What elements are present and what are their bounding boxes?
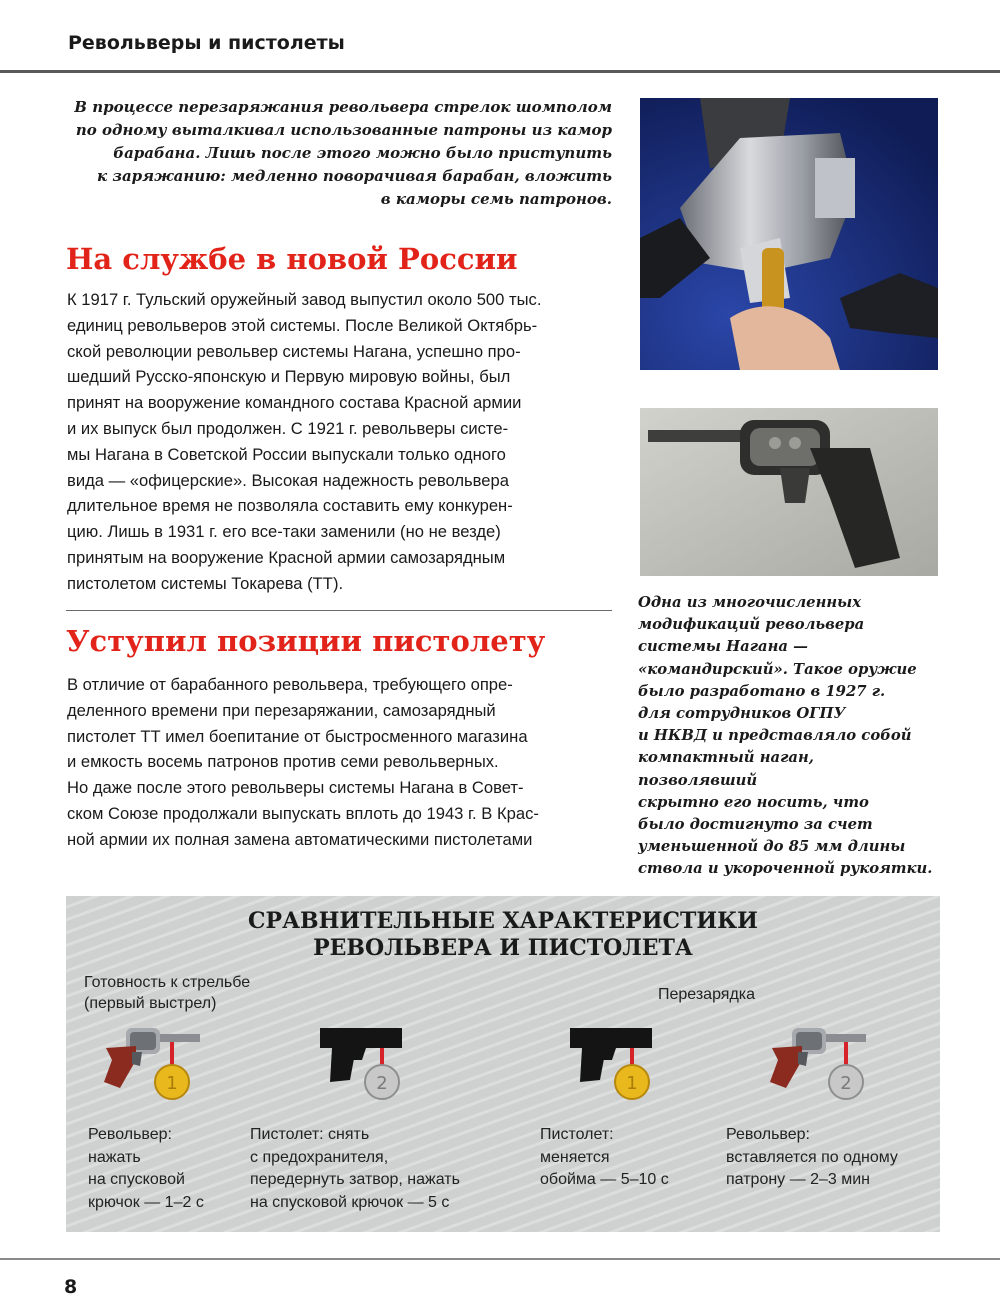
section-pistol-body (67, 672, 612, 853)
header-divider (0, 70, 1000, 73)
caption-line: уменьшенной до 85 мм длины (638, 838, 906, 856)
readiness-label-line: (первый выстрел) (84, 995, 217, 1012)
comparison-panel (66, 896, 940, 1232)
revolver-weapon-1 (96, 1020, 206, 1114)
section-heading-pistol: Уступил позиции пистолету (66, 624, 546, 658)
revolver-icon (762, 1020, 872, 1110)
item-line: меняется (540, 1148, 610, 1166)
intro-caption (72, 96, 612, 211)
item-line: передернуть затвор, нажать (250, 1171, 460, 1188)
readiness-label (84, 972, 250, 1014)
comparison-item-pistol-reload (540, 1124, 669, 1192)
caption-line: компактный наган, позволявший (638, 749, 814, 789)
reload-label: Перезарядка (658, 986, 756, 1003)
item-line: на спусковой (88, 1171, 185, 1188)
revolver-icon (96, 1020, 206, 1110)
item-line: крючок — 1–2 с (88, 1193, 204, 1211)
intro-caption-line: к заряжанию: медленно поворачивая барабан, вложить (97, 167, 612, 185)
nagant-photo-caption (638, 592, 938, 881)
intro-caption-line: в каморы семь патронов. (380, 190, 612, 208)
caption-line: и НКВД и представляло собой (638, 727, 912, 745)
body-line: ском Союзе продолжали выпускать вплоть до 1943 г. В Крас- (67, 803, 539, 823)
comparison-title (66, 908, 940, 962)
item-line: нажать (88, 1148, 141, 1166)
running-header-title: Револьверы и пистолеты (68, 32, 345, 54)
body-line: В отличие от барабанного револьвера, требующего опре- (67, 675, 513, 694)
comparison-item-pistol-readiness (250, 1124, 460, 1214)
pistol-icon (310, 1020, 420, 1110)
commander-nagant-photo (640, 408, 938, 576)
medal-number: 1 (166, 1073, 178, 1094)
page-number: 8 (64, 1276, 78, 1298)
caption-line: Одна из многочисленных (638, 594, 862, 611)
medal-number: 2 (840, 1073, 852, 1094)
intro-caption-line: В процессе перезаряжания револьвера стрелок шомполом (74, 98, 612, 116)
pistol-weapon-2 (560, 1020, 670, 1114)
body-line: и их выпуск был продолжен. С 1921 г. револьверы систе- (67, 418, 509, 438)
item-line: патрону — 2–3 мин (726, 1171, 870, 1188)
item-line: Револьвер: (88, 1126, 172, 1143)
item-line: вставляется по одному (726, 1148, 898, 1166)
caption-line: скрытно его носить, что (638, 793, 869, 811)
body-line: принят на вооружение командного состава Красной армии (67, 393, 522, 413)
comparison-title-line: СРАВНИТЕЛЬНЫЕ ХАРАКТЕРИСТИКИ (248, 908, 758, 934)
item-line: обойма — 5–10 с (540, 1171, 669, 1188)
caption-line: было разработано в 1927 г. (638, 682, 886, 700)
comparison-item-revolver-reload (726, 1124, 898, 1192)
body-line: и емкость восемь патронов против семи револьверных. (67, 752, 499, 772)
caption-line: модификаций револьвера (638, 616, 865, 634)
body-line: принятым на вооружение Красной армии самозарядным (67, 547, 506, 567)
intro-caption-line: по одному выталкивал использованные патроны из камор (75, 121, 612, 139)
footer-divider (0, 1258, 1000, 1260)
body-line: единиц револьверов этой системы. После Великой Октябрь- (67, 315, 538, 335)
item-line: Пистолет: (540, 1126, 614, 1143)
revolver-weapon-2 (762, 1020, 872, 1114)
body-line: шедший Русско-японскую и Первую мировую войны, был (67, 367, 511, 387)
pistol-weapon-1 (310, 1020, 420, 1114)
body-line: ской революции револьвер системы Нагана, успешно про- (67, 341, 521, 361)
body-line: пистолет ТТ имел боепитание от быстросменного магазина (67, 726, 528, 746)
body-line: пистолетом системы Токарева (ТТ). (67, 573, 344, 593)
comparison-item-revolver-readiness (88, 1124, 204, 1214)
medal-number: 1 (626, 1073, 638, 1094)
body-line: деленного времени при перезаряжании, самозарядный (67, 700, 496, 720)
body-line: Но даже после этого револьверы системы Нагана в Совет- (67, 778, 524, 798)
caption-line: для сотрудников ОГПУ (638, 705, 846, 723)
revolver-loading-illustration (640, 98, 938, 370)
body-line: К 1917 г. Тульский оружейный завод выпустил около 500 тыс. (67, 290, 542, 309)
caption-line: «командирский». Такое оружие (638, 660, 917, 678)
comparison-title-line: РЕВОЛЬВЕРА И ПИСТОЛЕТА (313, 935, 693, 961)
pistol-icon (560, 1020, 670, 1110)
intro-caption-line: барабана. Лишь после этого можно было приступить (113, 144, 612, 162)
item-line: Пистолет: снять (250, 1126, 370, 1143)
body-line: вида — «офицерские». Высокая надежность револьвера (67, 470, 509, 490)
caption-line: ствола и укороченной рукоятки. (638, 860, 933, 878)
section-heading-service: На службе в новой России (66, 242, 518, 276)
caption-line: системы Нагана — (638, 638, 808, 656)
section-service-body (67, 287, 612, 597)
body-line: цию. Лишь в 1931 г. его все-таки заменили (но не везде) (67, 522, 501, 542)
item-line: с предохранителя, (250, 1148, 389, 1166)
revolver-loading-photo (640, 98, 938, 370)
body-line: длительное время не позволяла составить ему конкурен- (67, 496, 513, 516)
body-line: ной армии их полная замена автоматическими пистолетами (67, 829, 533, 849)
item-line: на спусковой крючок — 5 с (250, 1193, 450, 1211)
readiness-label-line: Готовность к стрельбе (84, 974, 251, 991)
body-line: мы Нагана в Советской России выпускали только одного (67, 444, 506, 464)
commander-nagant-illustration (640, 408, 938, 576)
item-line: Револьвер: (726, 1126, 810, 1143)
section-divider (66, 610, 612, 611)
medal-number: 2 (376, 1073, 388, 1094)
caption-line: было достигнуто за счет (638, 816, 873, 834)
